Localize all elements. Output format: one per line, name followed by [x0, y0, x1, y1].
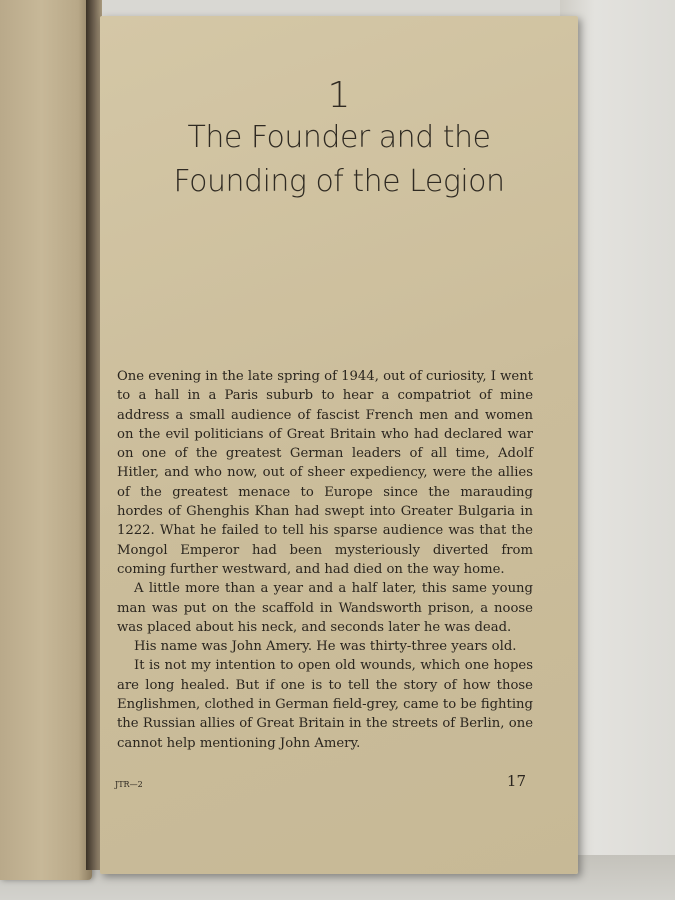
- book-page: [100, 16, 578, 874]
- left-page-edge: [0, 0, 92, 880]
- paragraph: His name was John Amery. He was thirty-three years old.: [134, 639, 517, 655]
- paragraph: One evening in the late spring of 1944, out of curiosity, I went to a hall in a Paris suburb to hear a compatriot of mine address a small audience of fascist French men and women on the evil politicians of Great Britain who had declared war on one of the greatest German leaders of all time, Adolf Hitler, and who now, out of sheer expediency, were the allies of the greatest menace to Europe since the marauding hordes of Ghenghis Khan had swept into Greater Bulgaria in 1222. What he failed to tell his sparse audience was that the Mongol Emperor had been mysteriously diverted from coming further westward, and had died on the way home.: [117, 369, 534, 577]
- page-number: 17: [506, 772, 526, 790]
- body-text: [117, 367, 533, 753]
- paragraph: A little more than a year and a half later, this same young man was put on the scaffold in Wandsworth prison, a noose was placed about his neck, and seconds later he was dead.: [117, 581, 533, 635]
- paragraph: It is not my intention to open old wounds, which one hopes are long healed. But if one is to tell the story of how those Englishmen, clothed in German field-grey, came to be fighting the Russian allies of Great Britain in the streets of Berlin, one cannot help mentioning John Amery.: [117, 658, 533, 751]
- chapter-title: The Founder and the Founding of the Legion: [173, 120, 505, 199]
- signature-mark: JTR—2: [115, 780, 143, 789]
- chapter-number: 1: [327, 75, 351, 116]
